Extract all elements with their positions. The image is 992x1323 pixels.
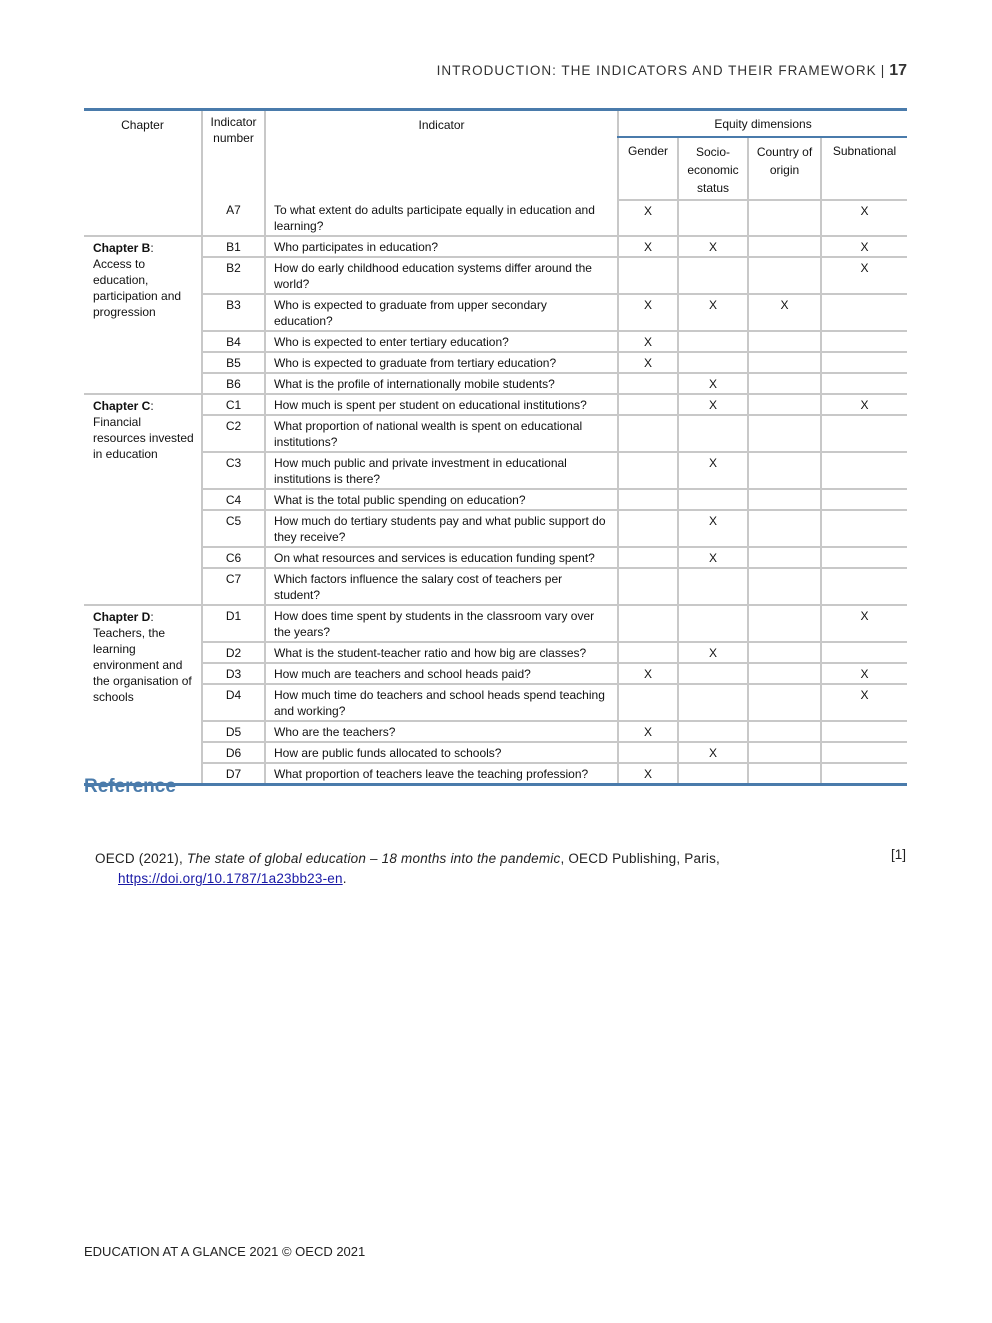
table-row [84,605,907,642]
subnational-mark: X [821,200,907,236]
indicator-text: What proportion of national wealth is spent on educational institutions? [265,415,618,452]
table-row [84,721,907,742]
table-row [84,547,907,568]
gender-mark: X [618,763,678,785]
indicator-text: How does time spent by students in the classroom vary over the years? [265,605,618,642]
reference-work-title: The state of global education – 18 months into the pandemic [186,851,561,866]
subnational-mark: X [821,663,907,684]
gender-mark: X [618,663,678,684]
reference-authors: OECD (2021), [95,851,187,866]
table-row [84,510,907,547]
gender-mark [618,257,678,294]
socio-economic-mark [678,568,748,605]
chapter-cell-c [84,394,202,605]
country-of-origin-mark [748,510,821,547]
indicator-text: How are public funds allocated to schools? [265,742,618,763]
socio-economic-mark [678,684,748,721]
country-of-origin-mark [748,331,821,352]
indicator-text: Who is expected to graduate from tertiary education? [265,352,618,373]
indicator-number: B4 [202,331,265,352]
table-row [84,663,907,684]
country-of-origin-mark [748,605,821,642]
table-row [84,257,907,294]
chapter-b-name: Chapter B [93,241,151,255]
socio-economic-mark: X [678,236,748,257]
table-row [84,373,907,394]
table-row [84,568,907,605]
header-country-of-origin: Country of origin [748,137,821,200]
header-indicator-number: Indicator number [202,110,265,201]
gender-mark [618,568,678,605]
socio-economic-mark: X [678,294,748,331]
chapter-colon: : [150,399,154,413]
country-of-origin-mark [748,742,821,763]
socio-economic-mark [678,200,748,236]
chapter-b-description: Access to education, participation and progression [93,257,182,319]
country-of-origin-mark [748,684,821,721]
socio-economic-mark: X [678,642,748,663]
socio-economic-mark: X [678,394,748,415]
gender-mark [618,452,678,489]
subnational-mark [821,742,907,763]
gender-mark [618,394,678,415]
indicator-number: D5 [202,721,265,742]
subnational-mark [821,415,907,452]
indicator-number: C4 [202,489,265,510]
subnational-mark [821,294,907,331]
indicator-number: D6 [202,742,265,763]
running-header [437,62,907,80]
chapter-d-name: Chapter D [93,610,151,624]
reference-entry [95,849,795,889]
socio-economic-mark: X [678,373,748,394]
header-indicator: Indicator [418,118,465,132]
indicator-table [84,108,907,786]
gender-mark [618,415,678,452]
indicator-text: Which factors influence the salary cost of teachers per student? [265,568,618,605]
indicator-number: D7 [202,763,265,785]
country-of-origin-mark [748,394,821,415]
subnational-mark: X [821,257,907,294]
indicator-number: B6 [202,373,265,394]
header-gender: Gender [618,137,678,200]
indicator-table-wrapper [84,108,907,786]
subnational-mark [821,642,907,663]
reference-tag: [1] [890,847,906,862]
socio-economic-mark [678,605,748,642]
gender-mark [618,684,678,721]
table-row [84,236,907,257]
table-row [84,331,907,352]
country-of-origin-mark [748,236,821,257]
subnational-mark [821,373,907,394]
subnational-mark: X [821,394,907,415]
indicator-number: C2 [202,415,265,452]
table-row [84,294,907,331]
indicator-number: D3 [202,663,265,684]
indicator-text: Who are the teachers? [265,721,618,742]
table-row [84,763,907,785]
header-chapter: Chapter [121,118,164,132]
indicator-number: D2 [202,642,265,663]
subnational-mark: X [821,236,907,257]
country-of-origin-mark [748,568,821,605]
running-title: INTRODUCTION: THE INDICATORS AND THEIR FRAMEWORK [436,63,877,78]
socio-economic-mark: X [678,510,748,547]
indicator-number: B1 [202,236,265,257]
country-of-origin-mark: X [748,294,821,331]
indicator-text: Who is expected to enter tertiary education? [265,331,618,352]
socio-economic-mark [678,663,748,684]
country-of-origin-mark [748,721,821,742]
table-row [84,742,907,763]
reference-heading: Reference [84,776,176,797]
indicator-number: D1 [202,605,265,642]
indicator-text: On what resources and services is education funding spent? [265,547,618,568]
chapter-colon: : [150,241,154,255]
page-number: 17 [889,62,907,79]
country-of-origin-mark [748,763,821,785]
country-of-origin-mark [748,642,821,663]
indicator-number: C6 [202,547,265,568]
socio-economic-mark [678,257,748,294]
table-row [84,352,907,373]
chapter-c-name: Chapter C [93,399,151,413]
gender-mark [618,510,678,547]
header-separator: | [880,63,886,78]
gender-mark [618,605,678,642]
indicator-text: What is the total public spending on education? [265,489,618,510]
subnational-mark: X [821,684,907,721]
chapter-d-description: Teachers, the learning environment and the organisation of schools [93,626,192,704]
country-of-origin-mark [748,352,821,373]
gender-mark [618,642,678,663]
indicator-number: C5 [202,510,265,547]
gender-mark: X [618,352,678,373]
socio-economic-mark: X [678,452,748,489]
indicator-number: B2 [202,257,265,294]
indicator-text: Who is expected to graduate from upper secondary education? [265,294,618,331]
indicator-text: How much do tertiary students pay and what public support do they receive? [265,510,618,547]
indicator-text: How much time do teachers and school heads spend teaching and working? [265,684,618,721]
subnational-mark [821,547,907,568]
gender-mark: X [618,294,678,331]
socio-economic-mark [678,352,748,373]
table-row [84,200,907,236]
socio-economic-mark [678,763,748,785]
table-row [84,452,907,489]
page-footer: EDUCATION AT A GLANCE 2021 © OECD 2021 [84,1244,366,1259]
subnational-mark [821,352,907,373]
country-of-origin-mark [748,547,821,568]
indicator-number: A7 [202,200,265,236]
socio-economic-mark: X [678,742,748,763]
reference-doi-link[interactable]: https://doi.org/10.1787/1a23bb23-en [118,871,343,886]
header-equity-dimensions: Equity dimensions [618,110,907,138]
header-subnational: Subnational [821,137,907,200]
gender-mark: X [618,721,678,742]
subnational-mark: X [821,605,907,642]
socio-economic-mark [678,489,748,510]
country-of-origin-mark [748,415,821,452]
table-row [84,684,907,721]
gender-mark [618,489,678,510]
country-of-origin-mark [748,257,821,294]
table-row [84,394,907,415]
gender-mark: X [618,200,678,236]
reference-publisher: , OECD Publishing, Paris, [560,851,720,866]
table-row [84,489,907,510]
reference-end: . [342,871,347,886]
gender-mark: X [618,331,678,352]
gender-mark [618,547,678,568]
indicator-number: C3 [202,452,265,489]
country-of-origin-mark [748,200,821,236]
indicator-text: What proportion of teachers leave the teaching profession? [274,767,589,781]
indicator-number: B3 [202,294,265,331]
subnational-mark [821,489,907,510]
socio-economic-mark: X [678,547,748,568]
country-of-origin-mark [748,489,821,510]
indicator-text: Who participates in education? [265,236,618,257]
indicator-text: How much is spent per student on educational institutions? [265,394,618,415]
indicator-text: What is the student-teacher ratio and how big are classes? [265,642,618,663]
indicator-text: How much public and private investment in educational institutions is there? [265,452,618,489]
country-of-origin-mark [748,452,821,489]
gender-mark [618,373,678,394]
indicator-text: How much are teachers and school heads paid? [265,663,618,684]
indicator-text: How do early childhood education systems differ around the world? [265,257,618,294]
chapter-cell-a [84,200,202,236]
indicator-text: What is the profile of internationally mobile students? [265,373,618,394]
header-socio-economic-status: Socio-economic status [678,137,748,200]
chapter-cell-b [84,236,202,394]
indicator-number: C7 [202,568,265,605]
subnational-mark [821,452,907,489]
indicator-number: D4 [202,684,265,721]
socio-economic-mark [678,721,748,742]
subnational-mark [821,763,907,785]
indicator-text: To what extent do adults participate equally in education and learning? [265,200,618,236]
country-of-origin-mark [748,663,821,684]
indicator-number: B5 [202,352,265,373]
subnational-mark [821,568,907,605]
gender-mark [618,742,678,763]
subnational-mark [821,331,907,352]
socio-economic-mark [678,331,748,352]
socio-economic-mark [678,415,748,452]
chapter-cell-d [84,605,202,785]
subnational-mark [821,721,907,742]
chapter-c-description: Financial resources invested in education [93,415,194,461]
table-row [84,415,907,452]
gender-mark: X [618,236,678,257]
table-row [84,642,907,663]
indicator-number: C1 [202,394,265,415]
chapter-colon: : [150,610,154,624]
subnational-mark [821,510,907,547]
country-of-origin-mark [748,373,821,394]
